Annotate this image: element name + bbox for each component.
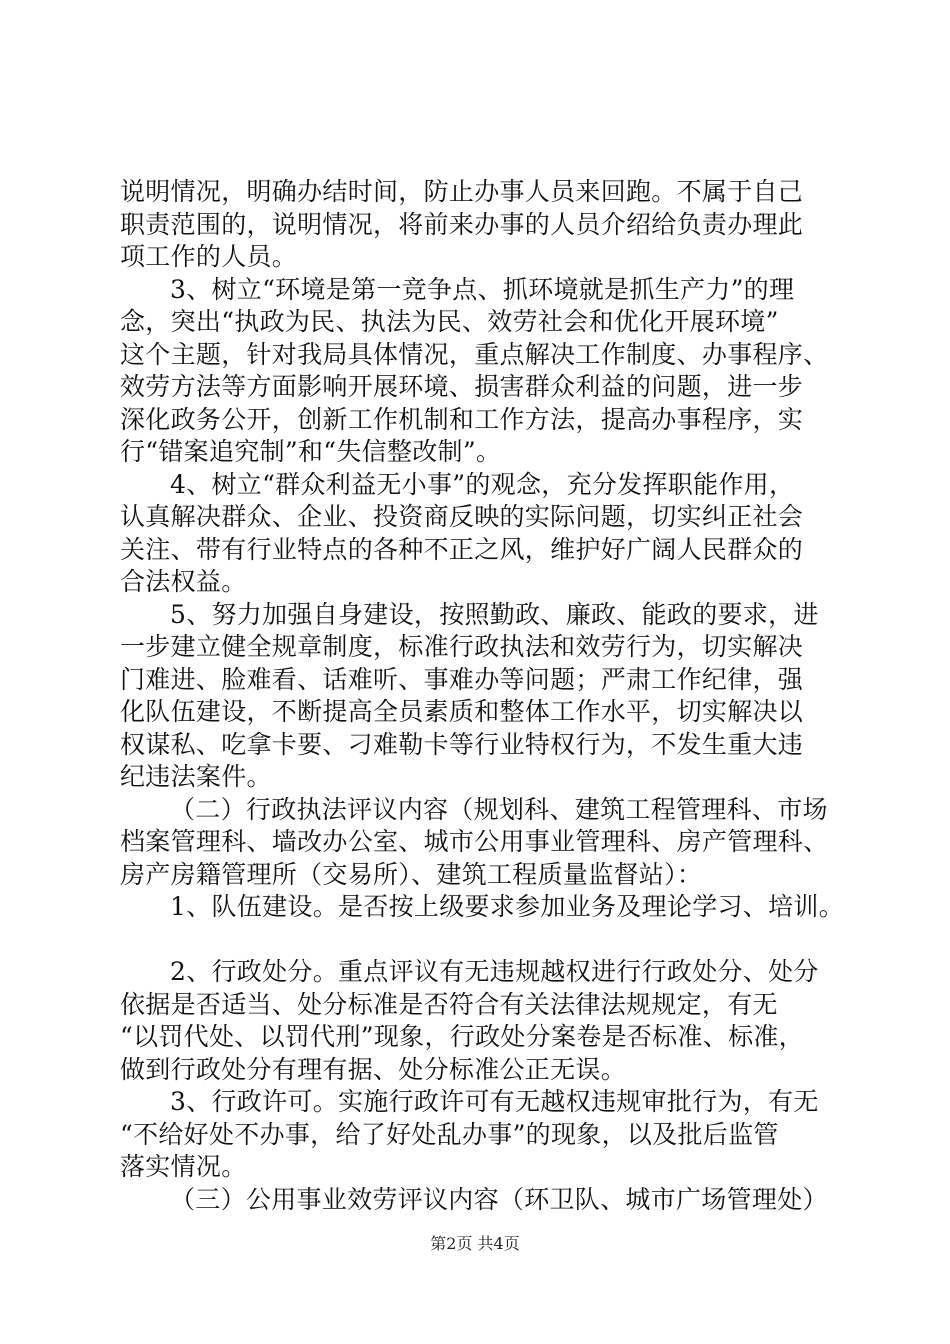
body-line: 深化政务公开，创新工作机制和工作方法，提高办事程序，实 (120, 405, 804, 434)
body-line: （二）行政执法评议内容（规划科、建筑工程管理科、市场 (170, 795, 828, 824)
body-line: 5、努力加强自身建设，按照勤政、廉政、能政的要求，进 (170, 600, 819, 629)
body-line: 纪违法案件。 (120, 762, 272, 791)
body-line: 行“错案追究制”和“失信整改制”。 (120, 437, 502, 466)
body-line: 档案管理科、墙改办公室、城市公用事业管理科、房产管理科、 (120, 827, 829, 856)
body-line: 权谋私、吃拿卡要、刁难勒卡等行业特权行为，不发生重大违 (120, 730, 804, 759)
body-line: 念，突出“执政为民、执法为民、效劳社会和优化开展环境” (120, 307, 779, 336)
body-line: 门难进、脸难看、话难听、事难办等问题；严肃工作纪律，强 (120, 665, 804, 694)
body-line: “以罚代处、以罚代刑”现象，行政处分案卷是否标准、标准， (120, 1022, 804, 1051)
body-line: 项工作的人员。 (120, 242, 298, 271)
body-line: 效劳方法等方面影响开展环境、损害群众利益的问题，进一步 (120, 372, 804, 401)
body-line: 落实情况。 (120, 1152, 247, 1181)
body-line: 3、行政许可。实施行政许可有无越权违规审批行为，有无 (170, 1087, 819, 1116)
body-line: “不给好处不办事，给了好处乱办事”的现象，以及批后监管 (120, 1120, 779, 1149)
body-line: 合法权益。 (120, 567, 247, 596)
body-line: 认真解决群众、企业、投资商反映的实际问题，切实纠正社会 (120, 502, 804, 531)
body-line: 房产房籍管理所（交易所）、建筑工程质量监督站）： (120, 860, 703, 889)
body-line: 2、行政处分。重点评议有无违规越权进行行政处分、处分 (170, 957, 819, 986)
body-line: 一步建立健全规章制度，标准行政执法和效劳行为，切实解决 (120, 632, 804, 661)
body-line: 这个主题，针对我局具体情况，重点解决工作制度、办事程序、 (120, 340, 829, 369)
body-line: 职责范围的，说明情况，将前来办事的人员介绍给负责办理此 (120, 210, 804, 239)
body-line: 关注、带有行业特点的各种不正之风，维护好广阔人民群众的 (120, 535, 804, 564)
body-line: 1、队伍建设。是否按上级要求参加业务及理论学习、培训。 (170, 892, 845, 921)
page-number-footer: 第2页 共4页 (430, 1234, 520, 1253)
body-line: 化队伍建设，不断提高全员素质和整体工作水平，切实解决以 (120, 697, 804, 726)
body-line: 说明情况，明确办结时间，防止办事人员来回跑。不属于自己 (120, 177, 804, 206)
body-line: （三）公用事业效劳评议内容（环卫队、城市广场管理处） (170, 1185, 828, 1214)
body-line: 做到行政处分有理有据、处分标准公正无误。 (120, 1055, 627, 1084)
body-line: 3、树立“环境是第一竞争点、抓环境就是抓生产力”的理 (170, 275, 795, 304)
body-line: 依据是否适当、处分标准是否符合有关法律法规规定，有无 (120, 990, 778, 1019)
body-line: 4、树立“群众利益无小事”的观念，充分发挥职能作用， (170, 470, 795, 499)
